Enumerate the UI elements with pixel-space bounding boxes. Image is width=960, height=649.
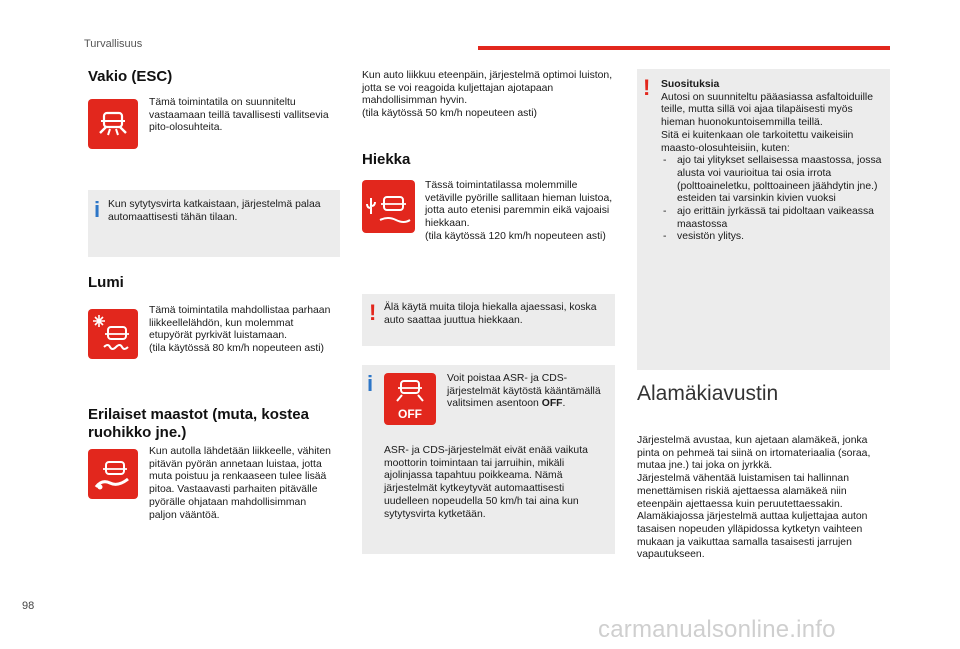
- recommendations-box: [637, 69, 890, 370]
- snow-mode-icon: [88, 309, 138, 359]
- off-info-bold: OFF: [541, 398, 563, 410]
- header-rule: [478, 46, 890, 50]
- off-info-text: [447, 373, 607, 411]
- continuation-text: Kun auto liikkuu eteenpäin, järjestelmä optimoi luiston, jotta se voi reagoida kuljettajan ajotapaan mahdollisimman hyvin. (tila käytössä 50 km/h nopeuteen asti): [362, 70, 613, 120]
- downhill-text: Järjestelmä avustaa, kun ajetaan alamäkeä, jonka pinta on pehmeä tai siinä on irtomateriaalia (soraa, mutaa jne.) tai joka on jyrkkä. Järjestelmä vähentää luistamisen tai hallinnan menettämisen riskiä ajettaessa alamäkeä niin eteenpäin ajettaessa kuin peruutettaessakin. Alamäkiajossa järjestelmä auttaa kuljettajaa auton tasaisen nopeuden ylläpidossa kytketyn vaihteen mukaan ja vaikuttaa samalla tasaisesti jarrujen vapautukseen.: [637, 435, 871, 561]
- list-item: - vesistön ylitys.: [661, 231, 883, 244]
- info-icon: i: [94, 197, 101, 222]
- off-info-text-part2: .: [562, 398, 566, 410]
- list-item: - ajo tai ylitykset sellaisessa maastossa, jossa alusta voi vaurioitua tai osia irrota (polttoaineletku, polttoaineen jäähdytin jne.) esteiden tai varsinkin kivien vuoksi: [661, 155, 883, 206]
- sand-text: Tässä toimintatilassa molemmille vetäville pyörille sallitaan hieman luistoa, jotta auto etenisi paremmin eikä vajoaisi hiekkaan. (tila käytössä 120 km/h nopeuteen asti): [425, 180, 613, 242]
- off-mode-icon: [384, 373, 436, 425]
- info-box-off: [362, 365, 615, 554]
- terrain-text: Kun autolla lähdetään liikkeelle, vähiten pitävän pyörän annetaan luistaa, jotta muta poistuu ja renkaaseen tulee lisää pitoa. Vastaavasti parhaiten pitävälle pyörälle ohjataan mahdollisimman paljon vääntöä.: [149, 446, 331, 521]
- info-box-ignition: [88, 190, 340, 257]
- sand-mode-icon: [362, 180, 415, 233]
- watermark: carmanualsonline.info: [598, 616, 836, 643]
- off-info-text2: ASR- ja CDS-järjestelmät eivät enää vaikuta moottorin toimintaan tai jarruihin, mikäli ajolinjassa tapahtuu poikkeama. Nämä järjestelmät kytkeytyvät automaattisesti uudelleen nopeudella 50 km/h tai aina kun sytytysvirta kytketään.: [384, 445, 588, 520]
- sand-title: Hiekka: [362, 151, 411, 168]
- warning-icon: !: [369, 300, 377, 325]
- info-ignition-text: Kun sytytysvirta katkaistaan, järjestelmä palaa automaattisesti tähän tilaan.: [108, 199, 321, 223]
- esc-title: Vakio (ESC): [88, 68, 173, 85]
- snow-text: Tämä toimintatila mahdollistaa parhaan liikkeellelähdön, kun molemmat etupyörät pyrkivät luistamaan. (tila käytössä 80 km/h nopeuteen asti): [149, 305, 331, 355]
- off-icon-label: OFF: [398, 407, 422, 421]
- warning-sand-text: Älä käytä muita tiloja hiekalla ajaessasi, koska auto saattaa juuttua hiekkaan.: [384, 302, 597, 326]
- terrain-title: Erilaiset maastot (muta, kostea ruohikko jne.): [88, 406, 309, 441]
- off-info-text-part1: Voit poistaa ASR- ja CDS-järjestelmät käytöstä kääntämällä valitsimen asentoon: [447, 373, 601, 410]
- recommendations-text: Autosi on suunniteltu pääasiassa asfaltoiduille teille, mutta sillä voi ajaa tilapäisesti myös hieman huonokuntoisemmilla teillä. Sitä ei kuitenkaan ole tarkoitettu vaikeisiin maasto-olosuhteisiin, kuten:: [661, 91, 873, 154]
- recommendations-title: Suosituksia: [661, 79, 720, 90]
- list-item: - ajo erittäin jyrkässä tai pidoltaan vaikeassa maastossa: [661, 206, 883, 231]
- esc-mode-icon: [88, 99, 138, 149]
- recommendations-list: [661, 155, 883, 244]
- section-header: Turvallisuus: [84, 38, 143, 50]
- warning-icon: !: [643, 75, 651, 100]
- warning-box-sand: [362, 294, 615, 346]
- esc-text: Tämä toimintatila on suunniteltu vastaamaan teillä tavallisesti vallitsevia pito-olosuhteita.: [149, 97, 329, 134]
- downhill-title: Alamäkiavustin: [637, 382, 779, 405]
- page-number: 98: [22, 600, 35, 612]
- snow-title: Lumi: [88, 274, 124, 291]
- recommendations-content: [661, 79, 883, 244]
- mud-mode-icon: [88, 449, 138, 499]
- info-icon: i: [367, 371, 374, 396]
